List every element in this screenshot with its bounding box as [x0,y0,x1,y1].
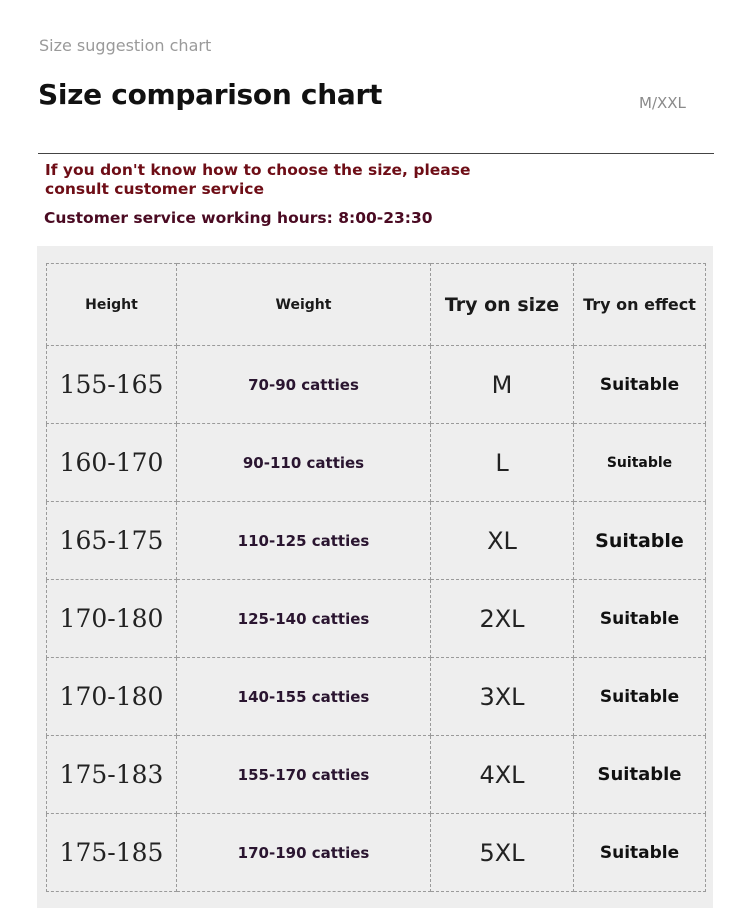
column-header-weight: Weight [177,264,431,346]
effect-cell: Suitable [574,814,706,892]
effect-cell: Suitable [574,736,706,814]
effect-cell: Suitable [574,658,706,736]
table-row [47,424,706,502]
table-row [47,658,706,736]
column-header-effect: Try on effect [574,264,706,346]
size-cell: 4XL [431,736,574,814]
size-range-label: M/XXL [639,94,686,112]
size-cell: 5XL [431,814,574,892]
size-cell: XL [431,502,574,580]
size-table-panel [37,246,713,908]
chart-subtitle: Size suggestion chart [39,36,212,55]
table-row [47,814,706,892]
consult-notice: If you don't know how to choose the size, please consult customer service [45,161,471,198]
size-cell: M [431,346,574,424]
size-cell: 2XL [431,580,574,658]
weight-cell: 110-125 catties [177,502,431,580]
size-cell: L [431,424,574,502]
header-divider [38,153,714,154]
height-cell: 165-175 [47,502,177,580]
effect-cell: Suitable [574,580,706,658]
column-header-size: Try on size [431,264,574,346]
weight-cell: 90-110 catties [177,424,431,502]
table-row [47,346,706,424]
page-title: Size comparison chart [38,78,383,111]
table-header-row [47,264,706,346]
weight-cell: 125-140 catties [177,580,431,658]
table-row [47,580,706,658]
weight-cell: 70-90 catties [177,346,431,424]
size-table [46,263,706,892]
height-cell: 160-170 [47,424,177,502]
height-cell: 155-165 [47,346,177,424]
weight-cell: 155-170 catties [177,736,431,814]
weight-cell: 140-155 catties [177,658,431,736]
service-hours: Customer service working hours: 8:00-23:30 [44,209,433,227]
table-row [47,502,706,580]
height-cell: 170-180 [47,658,177,736]
column-header-height: Height [47,264,177,346]
height-cell: 170-180 [47,580,177,658]
effect-cell: Suitable [574,424,706,502]
table-row [47,736,706,814]
size-cell: 3XL [431,658,574,736]
height-cell: 175-183 [47,736,177,814]
weight-cell: 170-190 catties [177,814,431,892]
effect-cell: Suitable [574,502,706,580]
height-cell: 175-185 [47,814,177,892]
effect-cell: Suitable [574,346,706,424]
